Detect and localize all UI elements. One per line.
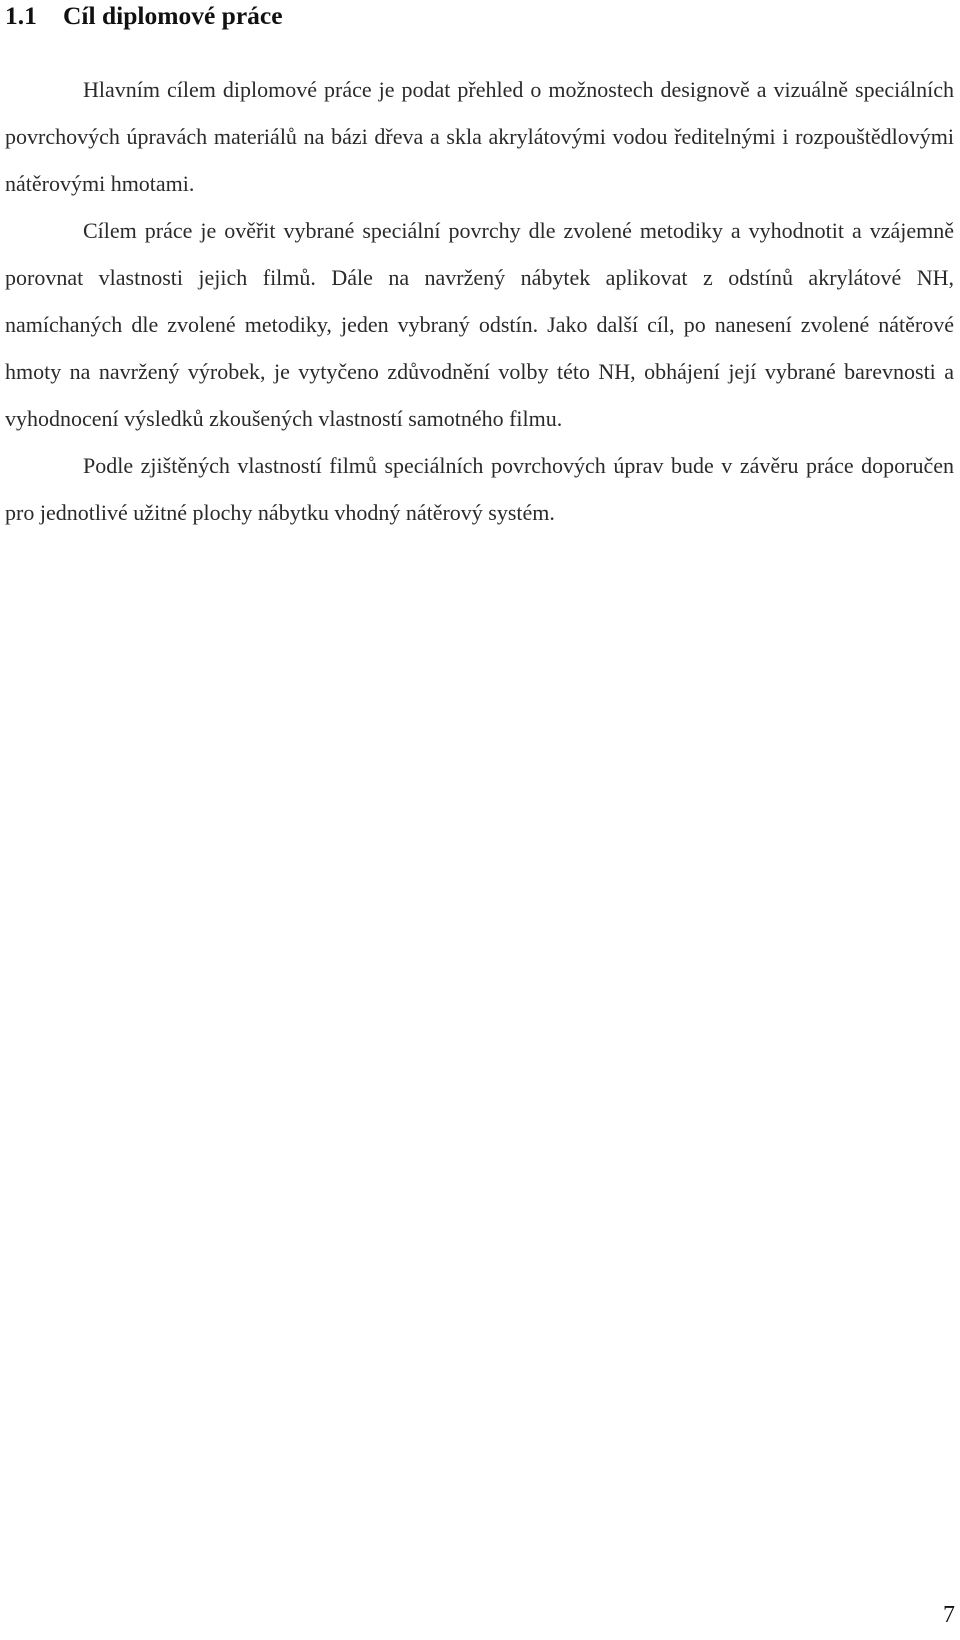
section-title: Cíl diplomové práce (63, 1, 283, 30)
paragraph-conclusion: Podle zjištěných vlastností filmů speciálních povrchových úprav bude v závěru práce doporučen pro jednotlivé užitné plochy nábytku vhodný nátěrový systém. (5, 453, 954, 525)
section-heading (5, 0, 283, 32)
section-body (5, 66, 954, 536)
paragraph-goals: Cílem práce je ověřit vybrané speciální povrchy dle zvolené metodiky a vyhodnotit a vzájemně porovnat vlastnosti jejich filmů. Dále na navržený nábytek aplikovat z odstínů akrylátové NH, namíchaných dle zvolené metodiky, jeden vybraný odstín. Jako další cíl, po nanesení zvolené nátěrové hmoty na navržený výrobek, je vytyčeno zdůvodnění volby této NH, obhájení její vybrané barevnosti a vyhodnocení výsledků zkoušených vlastností samotného filmu. (5, 218, 954, 431)
section-number: 1.1 (5, 1, 37, 30)
page-number: 7 (943, 1602, 955, 1628)
paragraph-aim: Hlavním cílem diplomové práce je podat přehled o možnostech designově a vizuálně speciálních povrchových úpravách materiálů na bázi dřeva a skla akrylátovými vodou ředitelnými i rozpouštědlovými nátěrovými hmotami. (5, 77, 954, 196)
